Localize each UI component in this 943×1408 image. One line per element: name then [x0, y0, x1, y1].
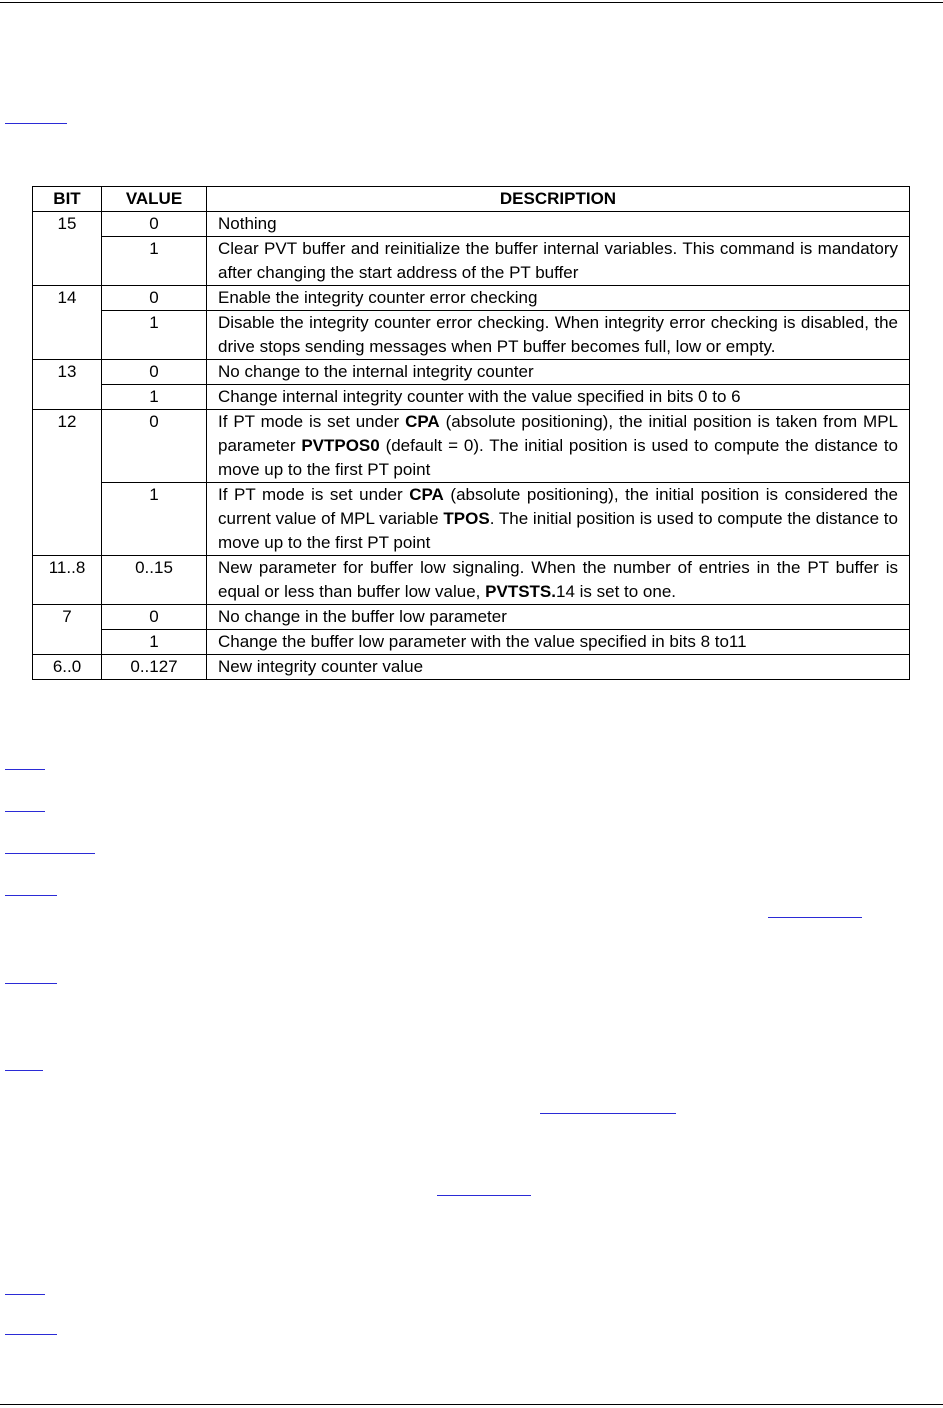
description-cell — [207, 286, 910, 311]
description-text: (default = 0). The initial position is used to compute the distance to move up to the first PT point — [218, 436, 898, 479]
description-text: . The initial position is used to compute the distance to move up to the first PT point — [218, 509, 898, 552]
description-text: Disable the integrity counter error checking. When integrity error checking is disabled, the drive stops sending messages when PT buffer becomes full, low or empty. — [218, 313, 898, 356]
description-text: Clear PVT buffer and reinitialize the buffer internal variables. This command is mandatory after changing the start address of the PT buffer — [218, 239, 898, 282]
value-cell: 0 — [102, 605, 207, 630]
table-header-row — [33, 187, 910, 212]
bit-cell: 7 — [33, 605, 102, 655]
description-cell — [207, 605, 910, 630]
value-cell: 1 — [102, 483, 207, 556]
table-row — [33, 360, 910, 385]
table-row — [33, 237, 910, 286]
description-text: No change to the internal integrity counter — [218, 362, 534, 381]
value-cell: 1 — [102, 385, 207, 410]
value-cell: 0..15 — [102, 556, 207, 605]
hyperlink[interactable] — [768, 917, 862, 918]
page-top-rule — [0, 2, 943, 3]
description-cell — [207, 483, 910, 556]
description-text: Change internal integrity counter with the value specified in bits 0 to 6 — [218, 387, 741, 406]
description-text: Enable the integrity counter error checking — [218, 288, 538, 307]
hyperlink[interactable] — [5, 769, 45, 770]
description-cell — [207, 655, 910, 680]
hyperlink[interactable] — [5, 1334, 57, 1335]
hyperlink[interactable] — [5, 1294, 45, 1295]
value-cell: 1 — [102, 630, 207, 655]
description-text: If PT mode is set under — [218, 412, 406, 431]
value-cell: 1 — [102, 311, 207, 360]
description-text: New parameter for buffer low signaling. When the number of entries in the PT buffer is equal or less than buffer low value, — [218, 558, 898, 601]
bit-cell: 6..0 — [33, 655, 102, 680]
hyperlink[interactable] — [5, 123, 67, 124]
description-text: Nothing — [218, 214, 277, 233]
bit-cell: 11..8 — [33, 556, 102, 605]
table-row — [33, 385, 910, 410]
value-cell: 0 — [102, 212, 207, 237]
hyperlink[interactable] — [5, 811, 45, 812]
description-keyword: CPA — [409, 485, 444, 504]
description-text: (absolute positioning), the initial position is taken from MPL parameter — [218, 412, 898, 455]
description-text: If PT mode is set under — [218, 485, 410, 504]
description-cell — [207, 360, 910, 385]
description-keyword: PVTPOS0 — [301, 436, 380, 455]
table-row — [33, 286, 910, 311]
header-description: DESCRIPTION — [207, 187, 910, 212]
value-cell: 0..127 — [102, 655, 207, 680]
bit-cell: 15 — [33, 212, 102, 286]
description-keyword: PVTSTS. — [485, 582, 556, 601]
description-cell — [207, 237, 910, 286]
table-row — [33, 311, 910, 360]
table-row — [33, 212, 910, 237]
table-row — [33, 410, 910, 483]
hyperlink[interactable] — [5, 1070, 43, 1071]
description-text: (absolute positioning), the initial position is considered the current value of MPL variable — [218, 485, 898, 528]
table-row — [33, 483, 910, 556]
description-text: No change in the buffer low parameter — [218, 607, 507, 626]
description-cell — [207, 556, 910, 605]
value-cell: 0 — [102, 286, 207, 311]
bit-description-table — [32, 186, 910, 680]
bit-cell: 14 — [33, 286, 102, 360]
description-text: New integrity counter value — [218, 657, 424, 676]
description-cell — [207, 385, 910, 410]
hyperlink[interactable] — [5, 983, 57, 984]
bit-cell: 12 — [33, 410, 102, 556]
description-cell — [207, 630, 910, 655]
value-cell: 0 — [102, 360, 207, 385]
description-cell — [207, 212, 910, 237]
description-text: Change the buffer low parameter with the value specified in bits 8 to11 — [218, 632, 747, 651]
hyperlink[interactable] — [437, 1195, 531, 1196]
hyperlink[interactable] — [5, 853, 95, 854]
description-cell — [207, 410, 910, 483]
header-bit: BIT — [33, 187, 102, 212]
description-keyword: CPA — [405, 412, 440, 431]
description-keyword: TPOS — [443, 509, 490, 528]
value-cell: 1 — [102, 237, 207, 286]
value-cell: 0 — [102, 410, 207, 483]
description-text: 14 is set to one. — [556, 582, 677, 601]
hyperlink[interactable] — [540, 1113, 676, 1114]
header-value: VALUE — [102, 187, 207, 212]
description-cell — [207, 311, 910, 360]
hyperlink[interactable] — [5, 895, 57, 896]
bit-cell: 13 — [33, 360, 102, 410]
table-row — [33, 630, 910, 655]
table-row — [33, 605, 910, 630]
table-row — [33, 556, 910, 605]
table-row — [33, 655, 910, 680]
page-bottom-rule — [0, 1404, 943, 1405]
